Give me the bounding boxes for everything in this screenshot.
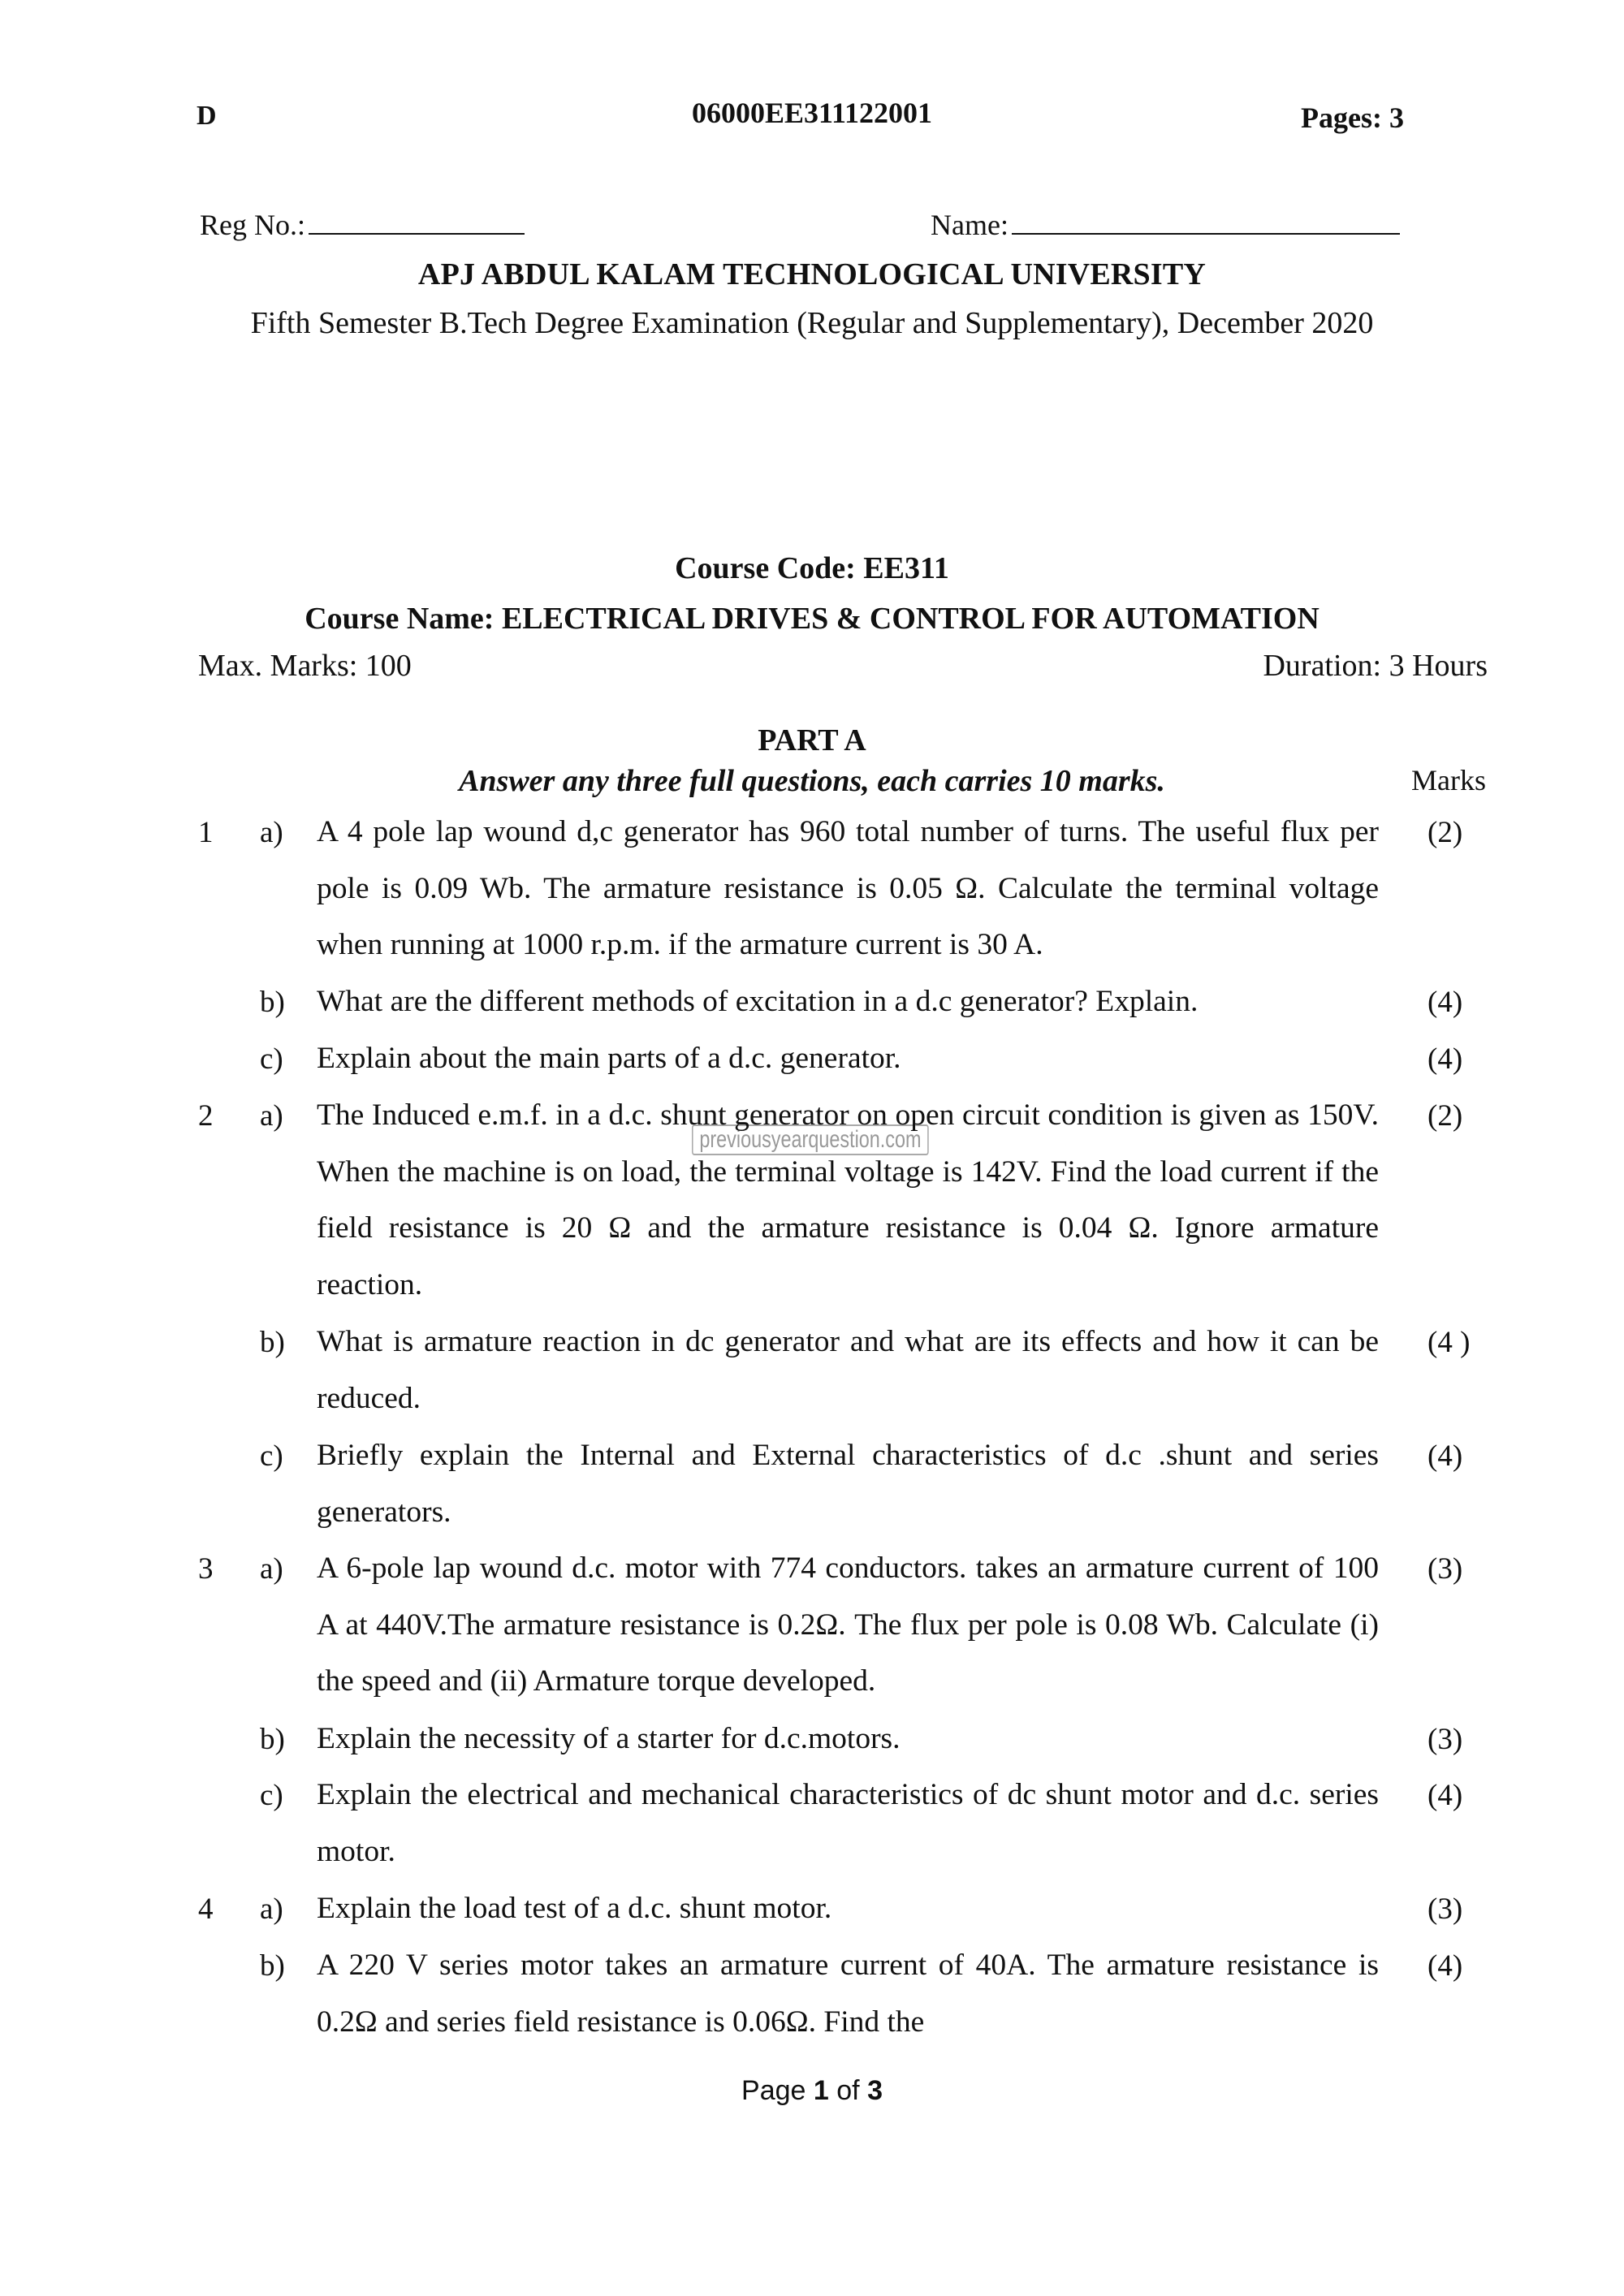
name-field — [931, 208, 1400, 242]
question-text: A 220 V series motor takes an armature current of 40A. The armature resistance is 0.2Ω and series field resistance is 0.06Ω. Find the — [317, 1949, 1379, 2039]
question-text: What are the different methods of excitation in a d.c generator? Explain. — [317, 985, 1199, 1018]
course-name: Course Name: ELECTRICAL DRIVES & CONTROL FOR AUTOMATION — [304, 602, 1320, 636]
question-text: Explain about the main parts of a d.c. generator. — [317, 1042, 901, 1075]
university-title: APJ ABDUL KALAM TECHNOLOGICAL UNIVERSITY — [417, 257, 1207, 291]
watermark: previousyearquestion.com — [692, 1124, 929, 1155]
question-marks: (4) — [1427, 1439, 1463, 1473]
question-marks: (2) — [1427, 816, 1463, 849]
name-label: Name: — [931, 209, 1009, 241]
question-marks: (3) — [1427, 1892, 1463, 1926]
question-number: 2 — [198, 1099, 214, 1133]
question-part-letter: c) — [260, 1439, 283, 1473]
duration: Duration: 3 Hours — [1263, 649, 1488, 683]
marks-column-header: Marks — [1411, 764, 1486, 796]
page-count: Pages: 3 — [1301, 101, 1404, 134]
question-part-letter: b) — [260, 1949, 285, 1983]
course-code: Course Code: EE311 — [675, 551, 949, 585]
max-marks: Max. Marks: 100 — [198, 649, 412, 683]
question-part-letter: b) — [260, 1723, 285, 1756]
question-marks: (3) — [1427, 1552, 1463, 1586]
part-instruction: Answer any three full questions, each carries 10 marks. — [459, 764, 1165, 798]
reg-no-label: Reg No.: — [200, 209, 305, 241]
footer-page-number: 1 — [813, 2075, 829, 2106]
question-part-letter: a) — [260, 1892, 283, 1926]
question-marks: (4) — [1427, 1779, 1463, 1812]
reg-no-blank — [309, 209, 525, 235]
part-heading: PART A — [758, 723, 866, 757]
question-part-letter: a) — [260, 1552, 283, 1586]
question-marks: (4) — [1427, 1042, 1463, 1076]
question-number: 3 — [198, 1552, 214, 1586]
question-text: Explain the necessity of a starter for d.c.motors. — [317, 1722, 901, 1755]
question-marks: (4) — [1427, 986, 1463, 1019]
reg-no-field — [200, 208, 525, 242]
question-marks: (4 ) — [1427, 1326, 1471, 1359]
footer-page-word: Page — [741, 2075, 806, 2106]
exam-title: Fifth Semester B.Tech Degree Examination (Regular and Supplementary), December 2020 — [250, 306, 1374, 340]
question-part-letter: c) — [260, 1042, 283, 1076]
question-text: A 6-pole lap wound d.c. motor with 774 conductors. takes an armature current of 100 A at 440V.The armature resistance is 0.2Ω. The flux per pole is 0.08 Wb. Calculate (i) the speed and (ii) Armature torque developed. — [317, 1552, 1379, 1698]
page-footer — [0, 2075, 1624, 2107]
question-marks: (3) — [1427, 1723, 1463, 1756]
question-number: 1 — [198, 816, 214, 849]
question-part-letter: a) — [260, 816, 283, 849]
footer-of-word: of — [836, 2075, 860, 2106]
series-code: D — [197, 101, 217, 131]
question-text: Briefly explain the Internal and External characteristics of d.c .shunt and series generators. — [317, 1439, 1379, 1529]
question-text: What is armature reaction in dc generator and what are its effects and how it can be reduced. — [317, 1325, 1379, 1415]
question-part-letter: a) — [260, 1099, 283, 1133]
question-text: A 4 pole lap wound d,c generator has 960 total number of turns. The useful flux per pole is 0.09 Wb. The armature resistance is 0.05 Ω. Calculate the terminal voltage when running at 1000 r.p.m. if the armature current is 30 A. — [317, 815, 1379, 961]
footer-page-total: 3 — [867, 2075, 883, 2106]
paper-code: 06000EE311122001 — [691, 97, 933, 129]
question-number: 4 — [198, 1892, 214, 1926]
question-part-letter: b) — [260, 986, 285, 1019]
name-blank — [1012, 209, 1400, 235]
question-text: Explain the load test of a d.c. shunt motor. — [317, 1892, 832, 1925]
question-part-letter: c) — [260, 1779, 283, 1812]
question-marks: (2) — [1427, 1099, 1463, 1133]
question-text: The Induced e.m.f. in a d.c. shunt generator on open circuit condition is given as 150V. When the machine is on load, the terminal voltage is 142V. Find the load current if the field resistance is 20 Ω and the armature resistance is 0.04 Ω. Ignore armature reaction. — [317, 1098, 1379, 1301]
question-text: Explain the electrical and mechanical characteristics of dc shunt motor and d.c. series motor. — [317, 1778, 1379, 1868]
question-part-letter: b) — [260, 1326, 285, 1359]
question-marks: (4) — [1427, 1949, 1463, 1983]
